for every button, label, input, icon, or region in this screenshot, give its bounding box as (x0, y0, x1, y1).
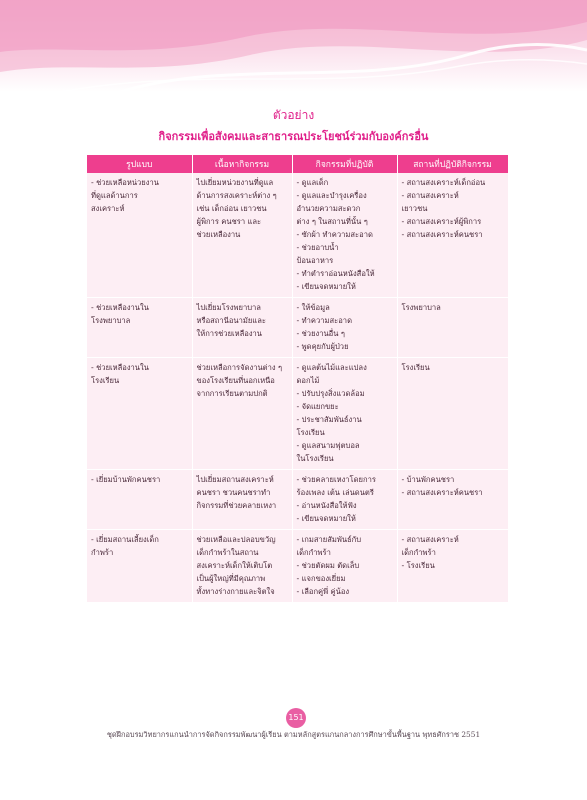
cell-line: - ดูแลเด็ก (296, 178, 329, 187)
cell-line: - สถานสงเคราะห์ผู้พิการ (401, 217, 482, 226)
cell-line: ในโรงเรียน (296, 454, 334, 463)
cell-line: - โรงเรียน (401, 561, 435, 570)
cell-line: - ช่วยเหลือหน่วยงาน (91, 178, 159, 187)
wave-decoration-icon (0, 0, 587, 92)
cell-form (87, 530, 192, 603)
cell-line: - สถานสงเคราะห์คนชรา (401, 230, 483, 239)
cell-places (397, 173, 508, 298)
cell-line: - ดูแลและบำรุงเครื่อง (296, 191, 367, 200)
cell-line: หรือสถานีอนามัยและ (196, 316, 266, 325)
cell-line: เป็นผู้ใหญ่ที่มีคุณภาพ (196, 574, 266, 583)
cell-line: - ช่วยอาบน้ำ (296, 243, 339, 252)
cell-line: ไปเยี่ยมโรงพยาบาล (196, 303, 261, 312)
column-header-activities: กิจกรรมที่ปฏิบัติ (292, 155, 397, 173)
cell-line: สงเคราะห์ (91, 204, 125, 213)
cell-line: - สถานสงเคราะห์คนชรา (401, 488, 483, 497)
cell-line: ร้องเพลง เต้น เล่นดนตรี (296, 488, 374, 497)
cell-places (397, 470, 508, 530)
cell-content (192, 298, 292, 358)
footer-text: ชุดฝึกอบรมวิทยากรแกนนำการจัดกิจกรรมพัฒนาผู้เรียน ตามหลักสูตรแกนกลางการศึกษาขั้นพื้นฐาน พุทธศักราช 2551 (106, 730, 481, 739)
cell-line: ให้การช่วยเหลืองาน (196, 329, 262, 338)
cell-line: ที่ดูแลด้านการ (91, 191, 138, 200)
page-number: 151 (286, 708, 306, 728)
cell-line: ไปเยี่ยมหน่วยงานที่ดูแล (196, 178, 274, 187)
cell-line: - เลือกคู่พี่ คู่น้อง (296, 587, 350, 596)
cell-line: - ช่วยเหลืองานใน (91, 303, 149, 312)
cell-line: คนชรา ชวนคนชราทำ (196, 488, 271, 497)
cell-line: ของโรงเรียนที่นอกเหนือ (196, 376, 275, 385)
cell-line: - ปรับปรุงสิ่งแวดล้อม (296, 389, 365, 398)
table-row (87, 173, 508, 298)
cell-line: ป้อนอาหาร (296, 256, 334, 265)
cell-line: - ช่วยตัดผม ตัดเล็บ (296, 561, 360, 570)
table-row (87, 298, 508, 358)
cell-line: - ดูแลสนามฟุตบอล (296, 441, 360, 450)
cell-line: - สถานสงเคราะห์ (401, 191, 459, 200)
cell-line: - สถานสงเคราะห์ (401, 535, 459, 544)
cell-line: ผู้พิการ คนชรา และ (196, 217, 262, 226)
example-title: ตัวอย่าง (272, 108, 315, 122)
cell-form (87, 358, 192, 470)
cell-line: เยาวชน (401, 204, 428, 213)
cell-line: เด็กกำพร้า (296, 548, 331, 557)
cell-line: สงเคราะห์เด็กให้เติบโต (196, 561, 273, 570)
cell-activities (292, 358, 397, 470)
table-row (87, 358, 508, 470)
cell-line: กำพร้า (91, 548, 114, 557)
cell-form (87, 470, 192, 530)
table-body (87, 173, 508, 603)
cell-line: จากการเรียนตามปกติ (196, 389, 268, 398)
cell-activities (292, 530, 397, 603)
cell-activities (292, 470, 397, 530)
cell-line: ทั้งทางร่างกายและจิตใจ (196, 587, 275, 596)
cell-line: - แจกของเยี่ยม (296, 574, 346, 583)
table-row (87, 470, 508, 530)
cell-places (397, 298, 508, 358)
cell-line: อำนวยความสะดวก (296, 204, 361, 213)
cell-line: - ช่วยงานอื่น ๆ (296, 329, 345, 338)
cell-line: - เกมสายสัมพันธ์กับ (296, 535, 362, 544)
cell-line: ด้านการสงเคราะห์ต่าง ๆ (196, 191, 277, 200)
page-subtitle: กิจกรรมเพื่อสังคมและสาธารณประโยชน์ร่วมกับองค์กรอื่น (158, 130, 429, 143)
cell-line: - เยี่ยมบ้านพักคนชรา (91, 475, 161, 484)
cell-line: - อ่านหนังสือให้ฟัง (296, 501, 357, 510)
cell-content (192, 173, 292, 298)
cell-line: - ประชาสัมพันธ์งาน (296, 415, 362, 424)
cell-line: เด็กกำพร้า (401, 548, 436, 557)
activity-table (87, 155, 509, 603)
cell-activities (292, 173, 397, 298)
cell-line: - เยี่ยมสถานเลี้ยงเด็ก (91, 535, 159, 544)
cell-line: โรงเรียน (91, 376, 120, 385)
cell-line: - ทำความสะอาด (296, 316, 353, 325)
cell-line: - ให้ข้อมูล (296, 303, 330, 312)
cell-line: โรงพยาบาล (401, 303, 441, 312)
cell-line: - สถานสงเคราะห์เด็กอ่อน (401, 178, 486, 187)
cell-line: - ซักผ้า ทำความสะอาด (296, 230, 373, 239)
cell-line: กิจกรรมที่ช่วยคลายเหงา (196, 501, 277, 510)
cell-places (397, 358, 508, 470)
table-row (87, 530, 508, 603)
cell-line: - พูดคุยกับผู้ป่วย (296, 342, 349, 351)
cell-line: โรงเรียน (296, 428, 325, 437)
cell-line: ช่วยเหลือการจัดงานต่าง ๆ (196, 363, 283, 372)
cell-line: โรงพยาบาล (91, 316, 131, 325)
cell-content (192, 358, 292, 470)
cell-places (397, 530, 508, 603)
cell-line: - ช่วยคลายเหงาโดยการ (296, 475, 376, 484)
column-header-places: สถานที่ปฏิบัติกิจกรรม (397, 155, 508, 173)
column-header-content: เนื้อหากิจกรรม (192, 155, 292, 173)
cell-line: - ทำตำราอ่อนหนังสือให้ (296, 269, 375, 278)
cell-line: - จัดแยกขยะ (296, 402, 339, 411)
cell-line: เช่น เด็กอ่อน เยาวชน (196, 204, 267, 213)
column-header-form: รูปแบบ (87, 155, 192, 173)
cell-line: ต่าง ๆ ในสถานที่นั้น ๆ (296, 217, 368, 226)
cell-line: ช่วยเหลือและปลอบขวัญ (196, 535, 276, 544)
cell-form (87, 173, 192, 298)
cell-line: ไปเยี่ยมสถานสงเคราะห์ (196, 475, 274, 484)
cell-line: ดอกไม้ (296, 376, 320, 385)
cell-line: - บ้านพักคนชรา (401, 475, 455, 484)
cell-line: โรงเรียน (401, 363, 430, 372)
cell-line: - ช่วยเหลืองานใน (91, 363, 149, 372)
cell-activities (292, 298, 397, 358)
cell-line: ช่วยเหลืองาน (196, 230, 241, 239)
cell-line: - เขียนจดหมายให้ (296, 514, 356, 523)
cell-content (192, 530, 292, 603)
cell-line: - ดูแลต้นไม้และแปลง (296, 363, 367, 372)
cell-line: เด็กกำพร้าในสถาน (196, 548, 259, 557)
cell-line: - เขียนจดหมายให้ (296, 282, 356, 291)
cell-form (87, 298, 192, 358)
header-decoration (0, 0, 587, 92)
table-header-row (87, 155, 508, 173)
cell-content (192, 470, 292, 530)
